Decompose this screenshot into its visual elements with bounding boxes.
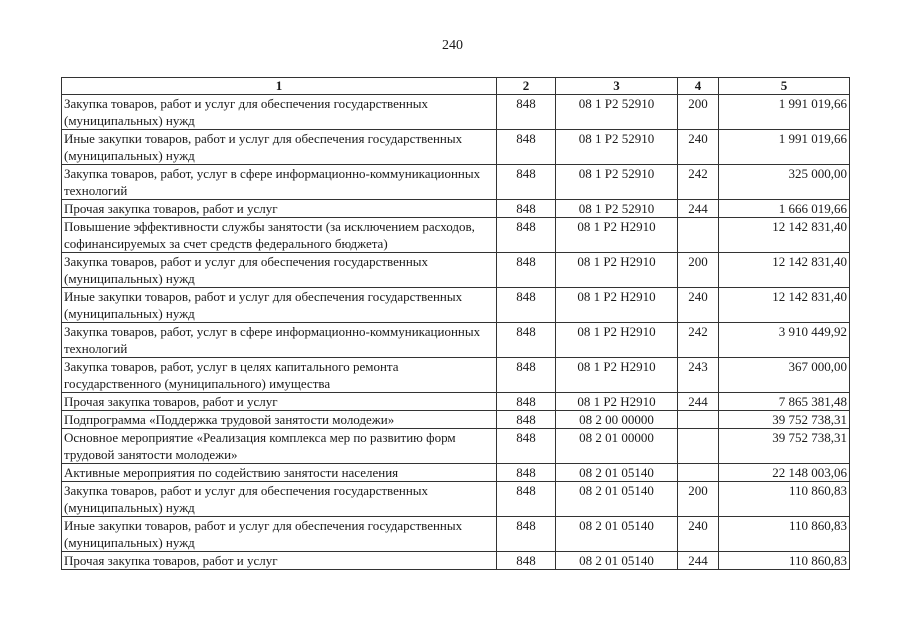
table-row <box>62 95 850 130</box>
row-name: Иные закупки товаров, работ и услуг для обеспечения государственных (муниципальных) нужд <box>62 130 497 165</box>
row-amount: 7 865 381,48 <box>719 393 850 411</box>
row-amount: 110 860,83 <box>719 517 850 552</box>
row-name: Подпрограмма «Поддержка трудовой занятости молодежи» <box>62 411 497 429</box>
row-amount: 110 860,83 <box>719 552 850 570</box>
row-name: Прочая закупка товаров, работ и услуг <box>62 393 497 411</box>
row-type: 200 <box>678 482 719 517</box>
table-row <box>62 429 850 464</box>
table-row <box>62 464 850 482</box>
row-code: 848 <box>497 130 556 165</box>
row-target: 08 2 01 05140 <box>556 517 678 552</box>
row-type: 244 <box>678 200 719 218</box>
row-target: 08 1 P2 52910 <box>556 95 678 130</box>
table-row <box>62 482 850 517</box>
row-name: Повышение эффективности службы занятости (за исключением расходов, софинансируемых за счет средств федерального бюджета) <box>62 218 497 253</box>
table-row <box>62 517 850 552</box>
row-target: 08 1 P2 H2910 <box>556 253 678 288</box>
row-amount: 3 910 449,92 <box>719 323 850 358</box>
row-name: Закупка товаров, работ, услуг в сфере информационно-коммуникационных технологий <box>62 323 497 358</box>
table-row <box>62 411 850 429</box>
row-code: 848 <box>497 200 556 218</box>
row-code: 848 <box>497 393 556 411</box>
row-type: 200 <box>678 253 719 288</box>
table-row <box>62 165 850 200</box>
row-name: Закупка товаров, работ, услуг в сфере информационно-коммуникационных технологий <box>62 165 497 200</box>
table-row <box>62 358 850 393</box>
row-target: 08 1 P2 52910 <box>556 200 678 218</box>
row-type: 242 <box>678 165 719 200</box>
row-target: 08 1 P2 52910 <box>556 130 678 165</box>
row-amount: 325 000,00 <box>719 165 850 200</box>
table-row <box>62 552 850 570</box>
row-type <box>678 464 719 482</box>
row-type: 240 <box>678 517 719 552</box>
row-code: 848 <box>497 429 556 464</box>
row-target: 08 2 01 05140 <box>556 552 678 570</box>
row-code: 848 <box>497 358 556 393</box>
row-name: Основное мероприятие «Реализация комплекса мер по развитию форм трудовой занятости молодежи» <box>62 429 497 464</box>
row-name: Иные закупки товаров, работ и услуг для обеспечения государственных (муниципальных) нужд <box>62 288 497 323</box>
row-amount: 12 142 831,40 <box>719 218 850 253</box>
row-target: 08 2 01 05140 <box>556 482 678 517</box>
row-code: 848 <box>497 165 556 200</box>
row-type <box>678 429 719 464</box>
row-name: Закупка товаров, работ и услуг для обеспечения государственных (муниципальных) нужд <box>62 95 497 130</box>
row-type: 240 <box>678 130 719 165</box>
row-name: Иные закупки товаров, работ и услуг для обеспечения государственных (муниципальных) нужд <box>62 517 497 552</box>
row-type <box>678 218 719 253</box>
header-col-3: 3 <box>556 78 678 95</box>
header-col-5: 5 <box>719 78 850 95</box>
budget-table <box>61 77 850 570</box>
row-type: 244 <box>678 552 719 570</box>
row-target: 08 2 00 00000 <box>556 411 678 429</box>
header-col-2: 2 <box>497 78 556 95</box>
row-code: 848 <box>497 95 556 130</box>
table-row <box>62 393 850 411</box>
row-code: 848 <box>497 482 556 517</box>
header-row <box>62 78 850 95</box>
row-amount: 1 666 019,66 <box>719 200 850 218</box>
table-row <box>62 288 850 323</box>
row-name: Закупка товаров, работ и услуг для обеспечения государственных (муниципальных) нужд <box>62 482 497 517</box>
table-row <box>62 130 850 165</box>
row-type: 242 <box>678 323 719 358</box>
row-target: 08 1 P2 52910 <box>556 165 678 200</box>
row-amount: 39 752 738,31 <box>719 411 850 429</box>
row-type: 200 <box>678 95 719 130</box>
row-target: 08 1 P2 H2910 <box>556 358 678 393</box>
row-name: Прочая закупка товаров, работ и услуг <box>62 200 497 218</box>
row-amount: 12 142 831,40 <box>719 253 850 288</box>
row-type: 240 <box>678 288 719 323</box>
page-number: 240 <box>442 38 463 53</box>
row-name: Прочая закупка товаров, работ и услуг <box>62 552 497 570</box>
row-code: 848 <box>497 323 556 358</box>
row-amount: 367 000,00 <box>719 358 850 393</box>
row-target: 08 2 01 05140 <box>556 464 678 482</box>
row-code: 848 <box>497 464 556 482</box>
row-amount: 1 991 019,66 <box>719 130 850 165</box>
row-code: 848 <box>497 253 556 288</box>
row-code: 848 <box>497 288 556 323</box>
row-target: 08 1 P2 H2910 <box>556 323 678 358</box>
row-code: 848 <box>497 218 556 253</box>
table-row <box>62 200 850 218</box>
row-amount: 22 148 003,06 <box>719 464 850 482</box>
row-name: Активные мероприятия по содействию занятости населения <box>62 464 497 482</box>
row-target: 08 1 P2 H2910 <box>556 288 678 323</box>
row-name: Закупка товаров, работ, услуг в целях капитального ремонта государственного (муниципального) имущества <box>62 358 497 393</box>
header-col-1: 1 <box>62 78 497 95</box>
table-header <box>62 78 850 95</box>
table-row <box>62 323 850 358</box>
header-col-4: 4 <box>678 78 719 95</box>
row-type: 243 <box>678 358 719 393</box>
row-target: 08 2 01 00000 <box>556 429 678 464</box>
row-target: 08 1 P2 H2910 <box>556 218 678 253</box>
table-row <box>62 218 850 253</box>
row-target: 08 1 P2 H2910 <box>556 393 678 411</box>
row-name: Закупка товаров, работ и услуг для обеспечения государственных (муниципальных) нужд <box>62 253 497 288</box>
row-amount: 39 752 738,31 <box>719 429 850 464</box>
row-amount: 1 991 019,66 <box>719 95 850 130</box>
table-body <box>62 95 850 570</box>
row-code: 848 <box>497 552 556 570</box>
row-amount: 12 142 831,40 <box>719 288 850 323</box>
row-code: 848 <box>497 411 556 429</box>
row-code: 848 <box>497 517 556 552</box>
row-amount: 110 860,83 <box>719 482 850 517</box>
row-type: 244 <box>678 393 719 411</box>
table-row <box>62 253 850 288</box>
row-type <box>678 411 719 429</box>
